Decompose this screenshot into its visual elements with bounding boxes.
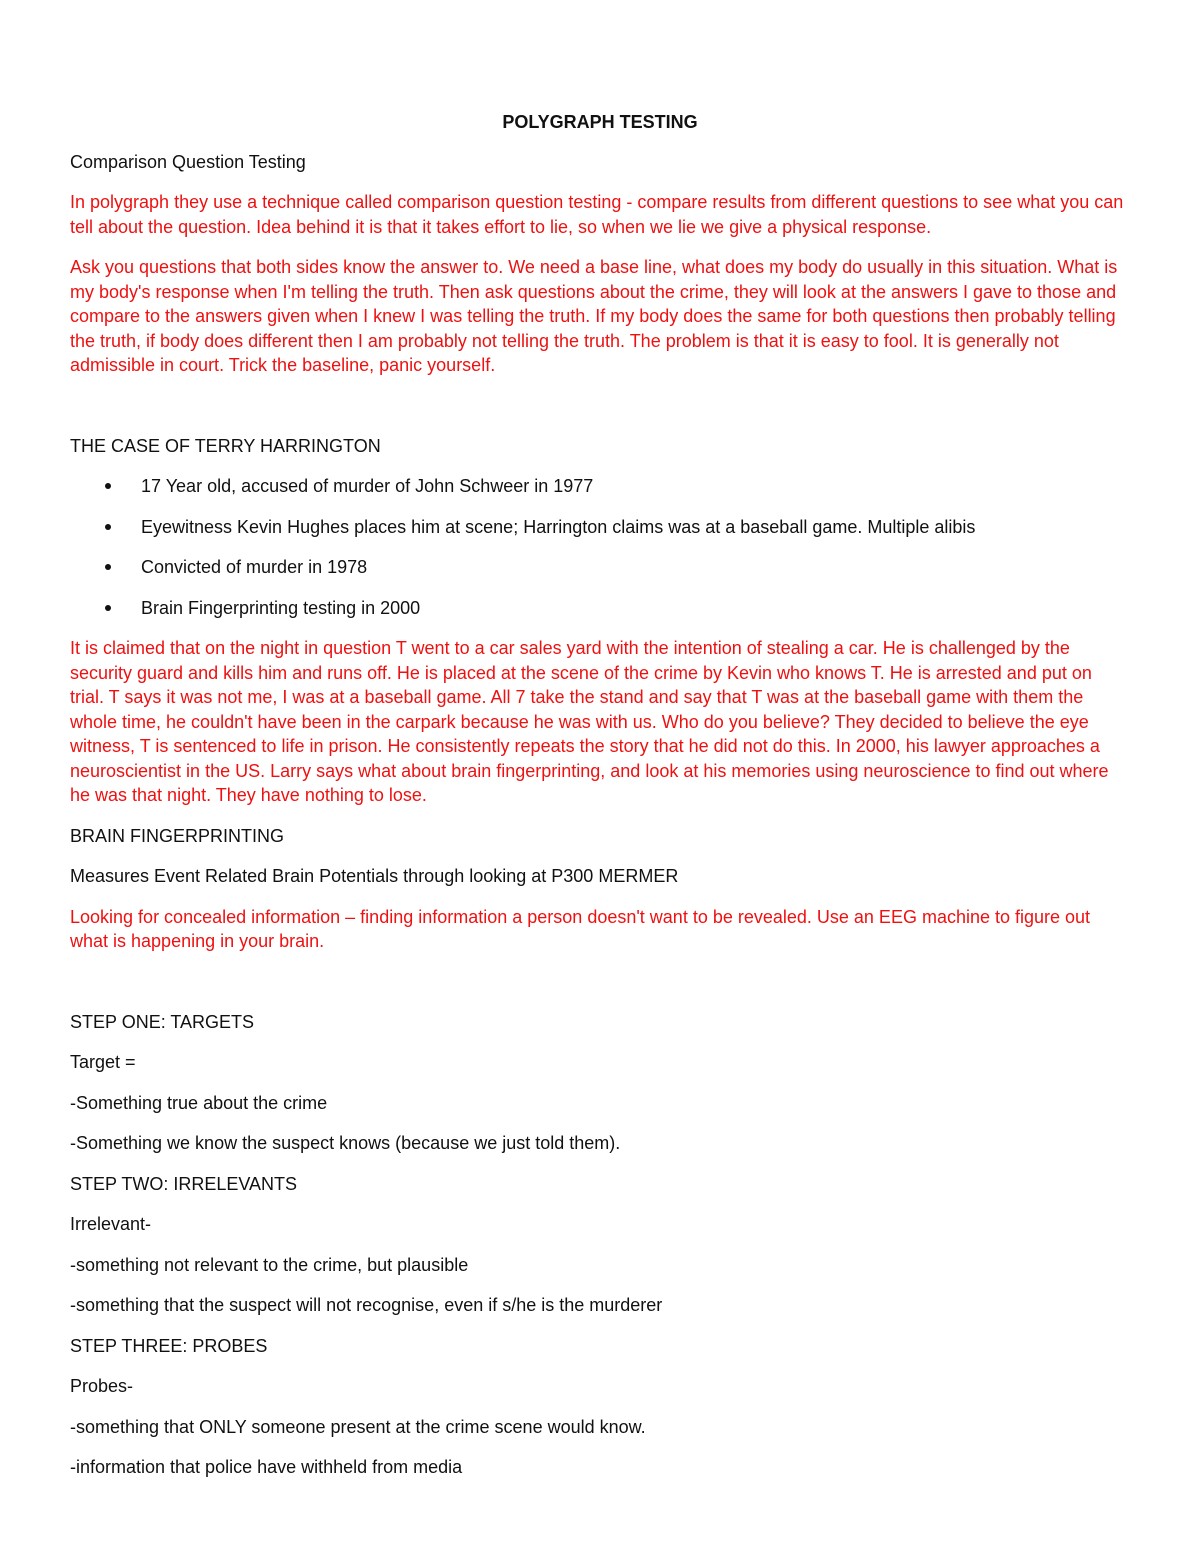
paragraph-polygraph-intro: In polygraph they use a technique called comparison question testing - compare results from different questions to see what you can tell about the question. Idea behind it is that it takes effort to lie, so when we lie we give a physical response. <box>70 192 1124 237</box>
document-title: POLYGRAPH TESTING <box>502 112 698 132</box>
bullet-icon <box>105 524 111 530</box>
step-two-heading: STEP TWO: IRRELEVANTS <box>70 1173 298 1194</box>
step-one-item: -Something we know the suspect knows (because we just told them). <box>70 1133 621 1153</box>
step-three-label: Probes- <box>70 1376 134 1396</box>
list-item <box>70 555 1130 580</box>
list-item-text: Eyewitness Kevin Hughes places him at scene; Harrington claims was at a baseball game. Multiple alibis <box>141 516 976 537</box>
case-facts-list <box>70 474 1130 620</box>
spacer <box>70 970 1130 1010</box>
bullet-icon <box>105 605 111 611</box>
step-one-item: -Something true about the crime <box>70 1092 328 1113</box>
step-two-item: -something not relevant to the crime, but plausible <box>70 1254 469 1275</box>
spacer <box>70 394 1130 434</box>
step-two-item: -something that the suspect will not recognise, even if s/he is the murderer <box>70 1295 663 1315</box>
list-item <box>70 596 1130 621</box>
step-one-label: Target = <box>70 1052 136 1072</box>
section-heading-brain-fingerprinting: BRAIN FINGERPRINTING <box>70 825 285 846</box>
bullet-icon <box>105 564 111 570</box>
paragraph-erp: Measures Event Related Brain Potentials through looking at P300 MERMER <box>70 866 679 886</box>
paragraph-case-story: It is claimed that on the night in question T went to a car sales yard with the intention of stealing a car. He is challenged by the security guard and kills him and runs off. He is placed at the scene of the crime by Kevin who knows T. He is arrested and put on trial. T says it was not me, I was at a baseball game. All 7 take the stand and say that T was at the baseball game with them the whole time, he couldn't have been in the carpark because he was with us. Who do you believe? They decided to believe the eye witness, T is sentenced to life in prison. He consistently repeats the story that he did not do this. In 2000, his lawyer approaches a neuroscientist in the US. Larry says what about brain fingerprinting, and look at his memories using neuroscience to find out where he was that night. They have nothing to lose. <box>70 638 1109 805</box>
list-item <box>70 474 1130 499</box>
step-two-label: Irrelevant- <box>70 1214 152 1234</box>
list-item-text: 17 Year old, accused of murder of John Schweer in 1977 <box>141 476 594 496</box>
list-item <box>70 515 1130 540</box>
paragraph-concealed-info: Looking for concealed information – finding information a person doesn't want to be revealed. Use an EEG machine to figure out what is happening in your brain. <box>70 906 1091 951</box>
section-heading-harrington: THE CASE OF TERRY HARRINGTON <box>70 435 381 456</box>
step-three-item: -information that police have withheld from media <box>70 1457 463 1477</box>
section-heading-comparison: Comparison Question Testing <box>70 151 306 172</box>
step-one-heading: STEP ONE: TARGETS <box>70 1011 255 1032</box>
paragraph-baseline: Ask you questions that both sides know the answer to. We need a base line, what does my body do usually in this situation. What is my body's response when I'm telling the truth. Then ask questions about the crime, they will look at the answers I gave to those and compare to the answers given when I knew I was telling the truth. If my body does the same for both questions then probably telling the truth, if body does different then I am probably not telling the truth. The problem is that it is easy to fool. It is generally not admissible in court. Trick the baseline, panic yourself. <box>70 257 1118 375</box>
list-item-text: Brain Fingerprinting testing in 2000 <box>141 597 421 618</box>
step-three-heading: STEP THREE: PROBES <box>70 1335 268 1356</box>
bullet-icon <box>105 483 111 489</box>
step-three-item: -something that ONLY someone present at the crime scene would know. <box>70 1416 646 1437</box>
list-item-text: Convicted of murder in 1978 <box>141 557 368 577</box>
